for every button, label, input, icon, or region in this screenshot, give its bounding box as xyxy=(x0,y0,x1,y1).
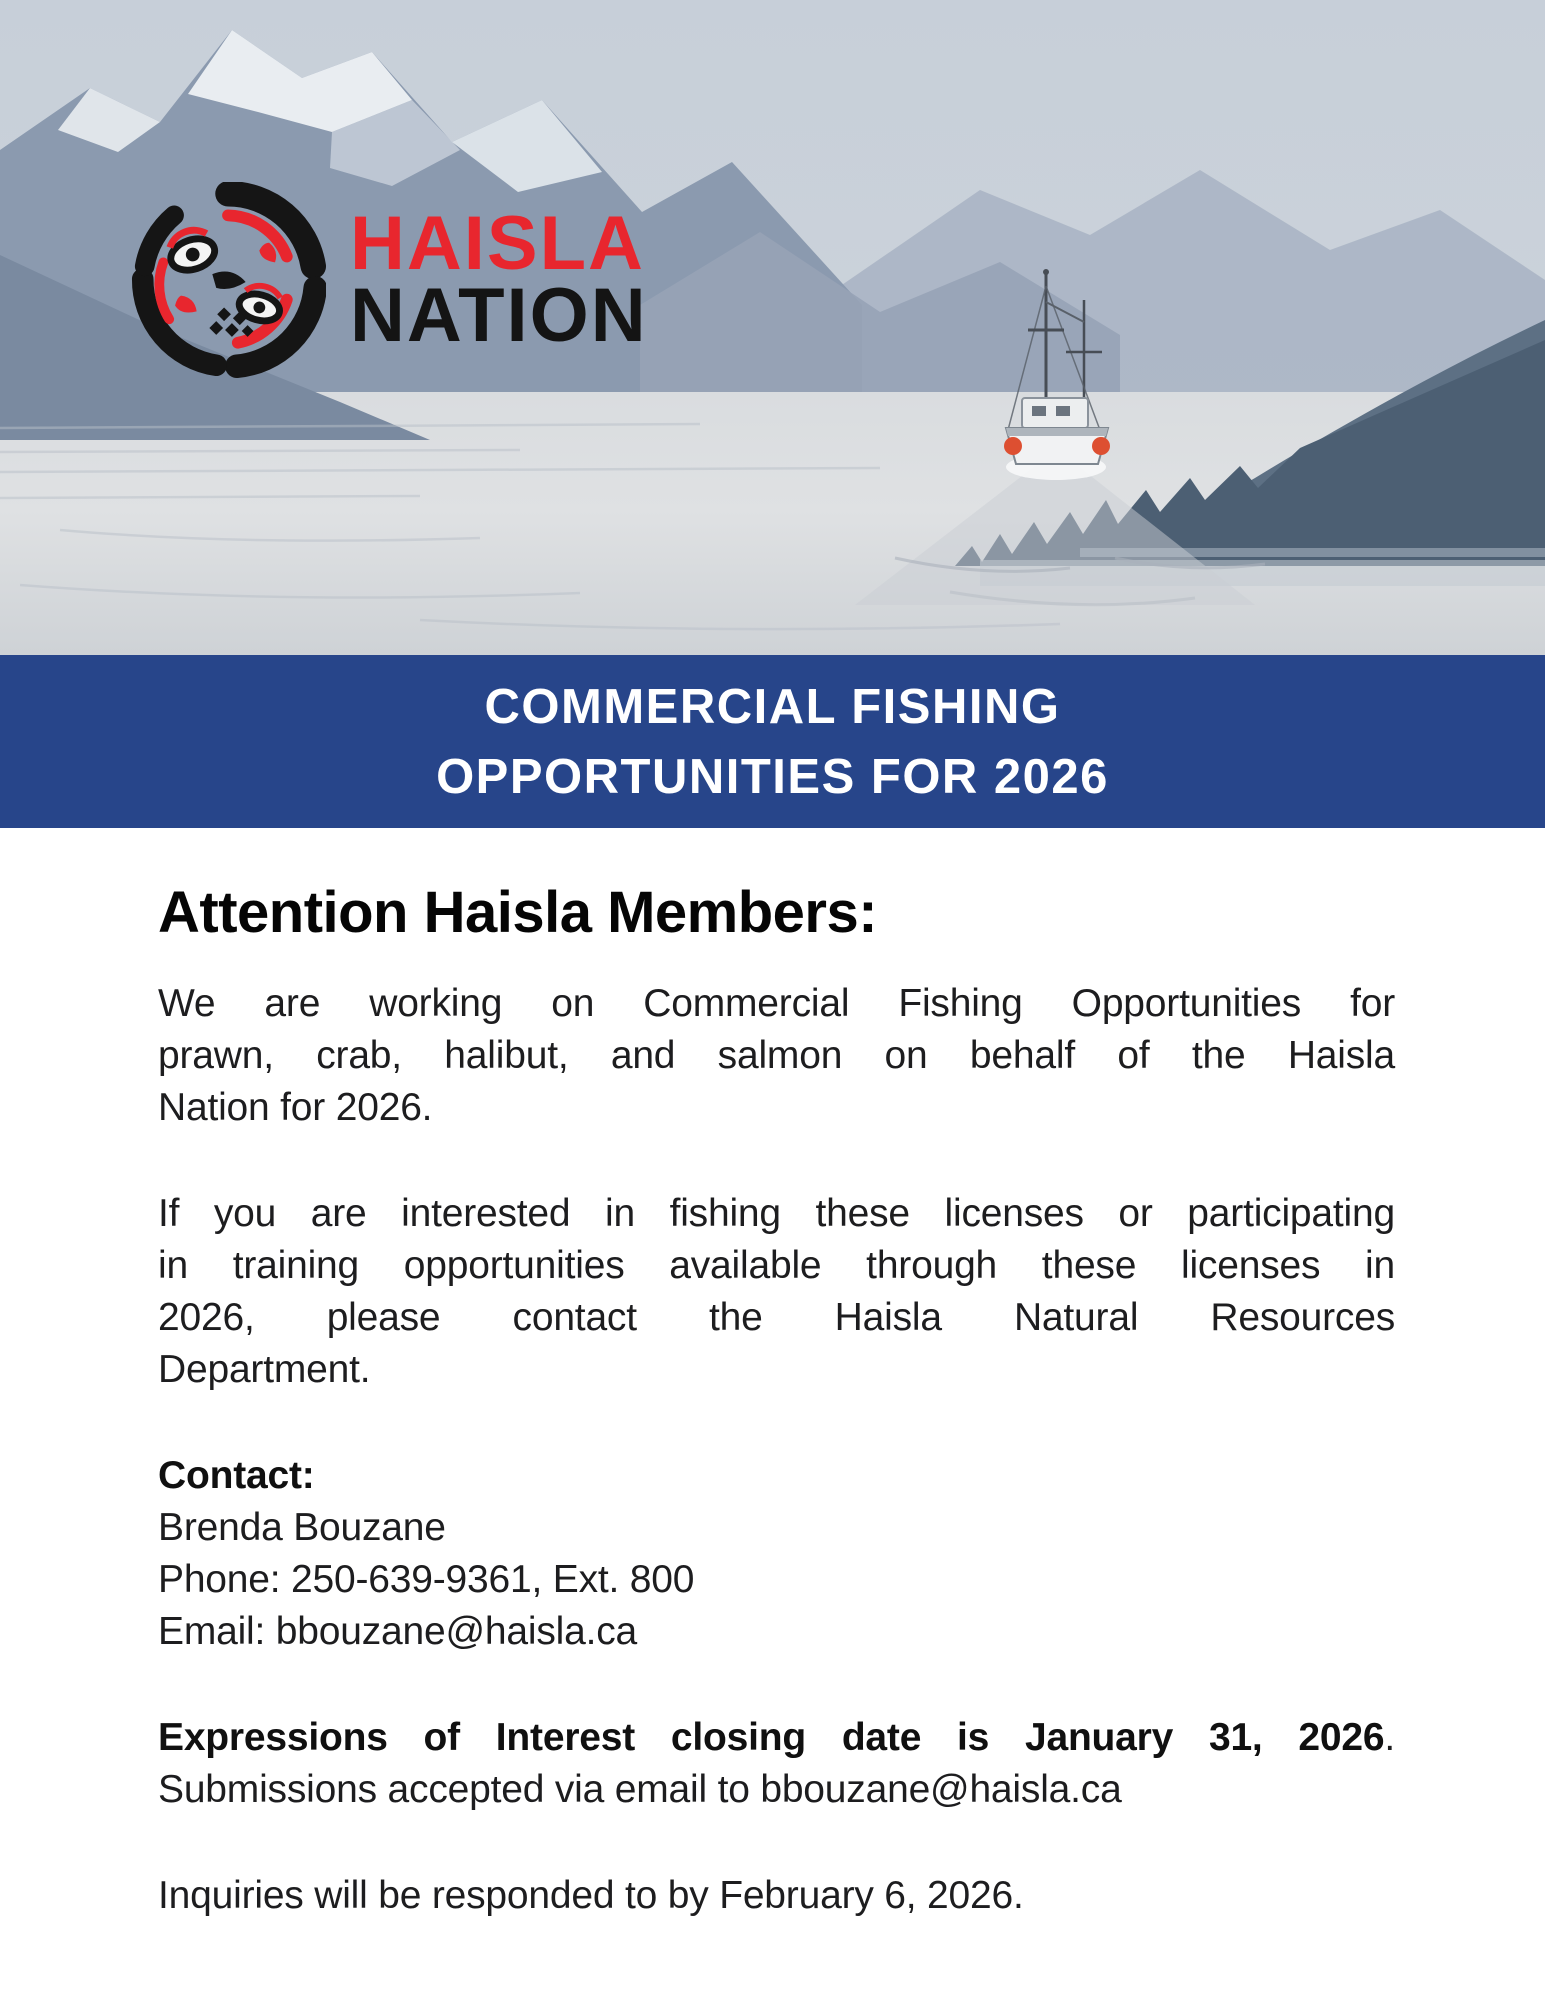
inquiries-paragraph xyxy=(158,1870,1395,1922)
closing-date-line xyxy=(158,1712,1395,1764)
interest-paragraph xyxy=(158,1188,1395,1396)
paragraph-line: 2026, please contact the Haisla Natural Resources xyxy=(158,1296,1395,1339)
page-title: Attention Haisla Members: xyxy=(158,880,878,945)
haisla-formline-crest-icon xyxy=(130,182,326,378)
paragraph-line: in training opportunities available through these licenses in xyxy=(158,1244,1395,1287)
paragraph-line: prawn, crab, halibut, and salmon on behalf of the Haisla xyxy=(158,1034,1395,1077)
banner-title-line-2: OPPORTUNITIES FOR 2026 xyxy=(436,749,1109,804)
banner-title-line-1: COMMERCIAL FISHING xyxy=(484,679,1061,734)
logo-wordmark xyxy=(350,201,648,358)
logo-word-nation: NATION xyxy=(350,273,648,358)
closing-date-period: . xyxy=(1384,1716,1395,1759)
contact-phone: Phone: 250-639-9361, Ext. 800 xyxy=(158,1558,695,1601)
hero-photo xyxy=(0,0,1545,655)
contact-block xyxy=(158,1450,1395,1658)
contact-email: Email: bbouzane@haisla.ca xyxy=(158,1610,638,1653)
contact-label: Contact: xyxy=(158,1454,315,1497)
title-banner xyxy=(0,655,1545,828)
contact-name: Brenda Bouzane xyxy=(158,1506,446,1549)
paragraph-line: Nation for 2026. xyxy=(158,1086,433,1129)
submissions-line: Submissions accepted via email to bbouzane@haisla.ca xyxy=(158,1768,1122,1811)
haisla-nation-logo xyxy=(130,182,648,378)
inquiries-line: Inquiries will be responded to by February 6, 2026. xyxy=(158,1874,1024,1917)
paragraph-line: Department. xyxy=(158,1348,371,1391)
flyer-body xyxy=(0,828,1545,1922)
closing-date-paragraph xyxy=(158,1712,1395,1816)
closing-date-bold: Expressions of Interest closing date is January 31, 2026 xyxy=(158,1716,1385,1759)
paragraph-line: If you are interested in fishing these licenses or participating xyxy=(158,1192,1395,1235)
intro-paragraph xyxy=(158,978,1395,1134)
logo-word-haisla: HAISLA xyxy=(350,201,645,286)
paragraph-line: We are working on Commercial Fishing Opportunities for xyxy=(158,982,1395,1025)
